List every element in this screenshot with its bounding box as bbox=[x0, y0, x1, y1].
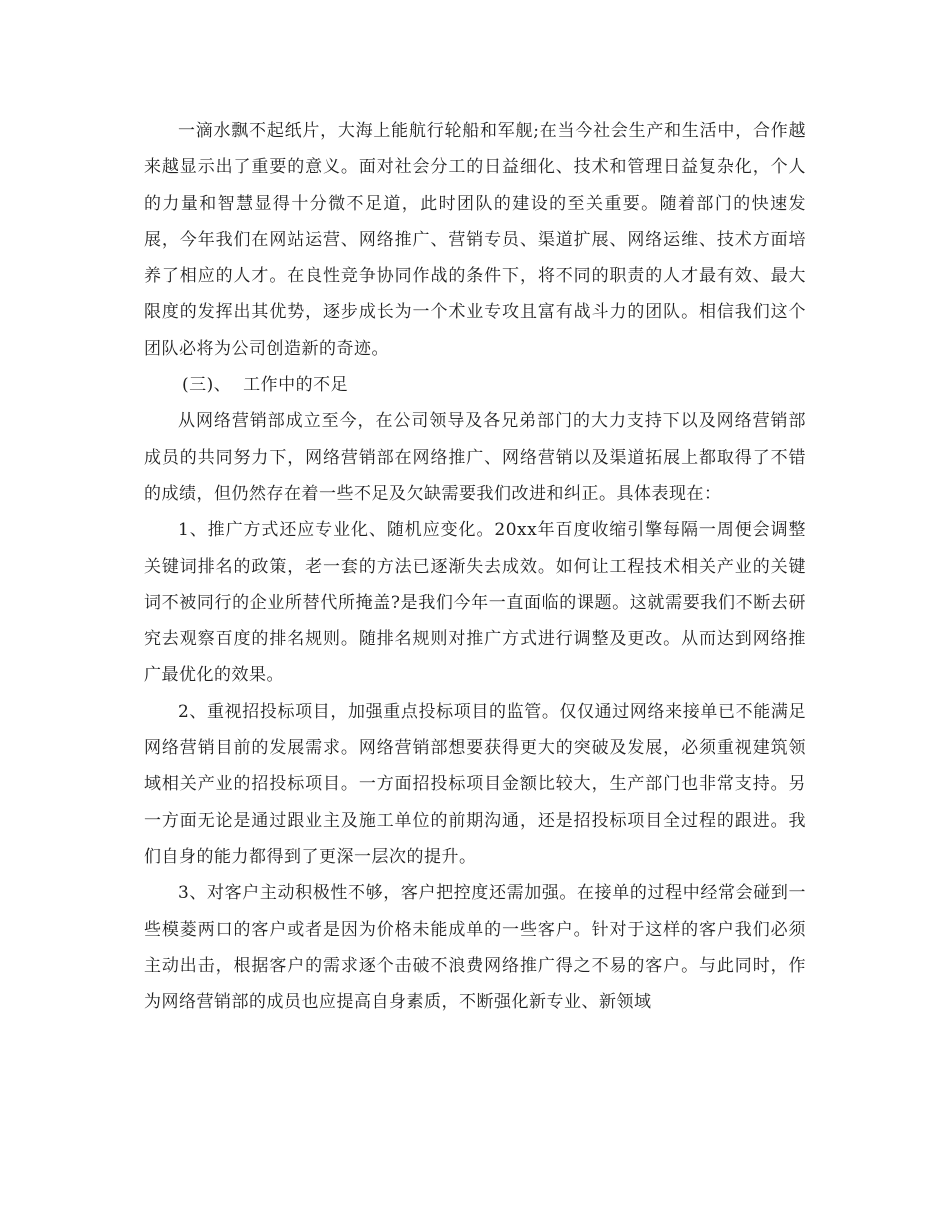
paragraph-teamwork: 一滴水飘不起纸片，大海上能航行轮船和军舰;在当今社会生产和生活中，合作越来越显示出了重要的意义。面对社会分工的日益细化、技术和管理日益复杂化，个人的力量和智慧显得十分微不足道，此时团队的建设的至关重要。随着部门的快速发展，今年我们在网站运营、网络推广、营销专员、渠道扩展、网络运维、技术方面培养了相应的人才。在良性竞争协同作战的条件下，将不同的职责的人才最有效、最大限度的发挥出其优势，逐步成长为一个术业专攻且富有战斗力的团队。相信我们这个团队必将为公司创造新的奇迹。 bbox=[144, 121, 806, 359]
paragraph-item-1: 1、推广方式还应专业化、随机应变化。20xx年百度收缩引擎每隔一周便会调整关键词排名的政策，老一套的方法已逐渐失去成效。如何让工程技术相关产业的关键词不被同行的企业所替代所掩盖?是我们今年一直面临的课题。这就需要我们不断去研究去观察百度的排名规则。随排名规则对推广方式进行调整及更改。从而达到网络推广最优化的效果。 bbox=[144, 520, 806, 686]
paragraph-item-2: 2、重视招投标项目，加强重点投标项目的监管。仅仅通过网络来接单已不能满足网络营销目前的发展需求。网络营销部想要获得更大的突破及发展，必须重视建筑领域相关产业的招投标项目。一方面招投标项目金额比较大，生产部门也非常支持。另一方面无论是通过跟业主及施工单位的前期沟通，还是招投标项目全过程的跟进。我们自身的能力都得到了更深一层次的提升。 bbox=[144, 701, 806, 867]
document-body bbox=[144, 113, 806, 1020]
section-heading-shortcomings: (三)、 工作中的不足 bbox=[182, 375, 349, 396]
paragraph-intro-shortcomings: 从网络营销部成立至今，在公司领导及各兄弟部门的大力支持下以及网络营销部成员的共同努力下，网络营销部在网络推广、网络营销以及渠道拓展上都取得了不错的成绩，但仍然存在着一些不足及欠缺需要我们改进和纠正。具体表现在： bbox=[144, 411, 806, 504]
paragraph-item-3: 3、对客户主动积极性不够，客户把控度还需加强。在接单的过程中经常会碰到一些模菱两口的客户或者是因为价格未能成单的一些客户。针对于这样的客户我们必须主动出击，根据客户的需求逐个击破不浪费网络推广得之不易的客户。与此同时，作为网络营销部的成员也应提高自身素质，不断强化新专业、新领域 bbox=[144, 883, 806, 1013]
